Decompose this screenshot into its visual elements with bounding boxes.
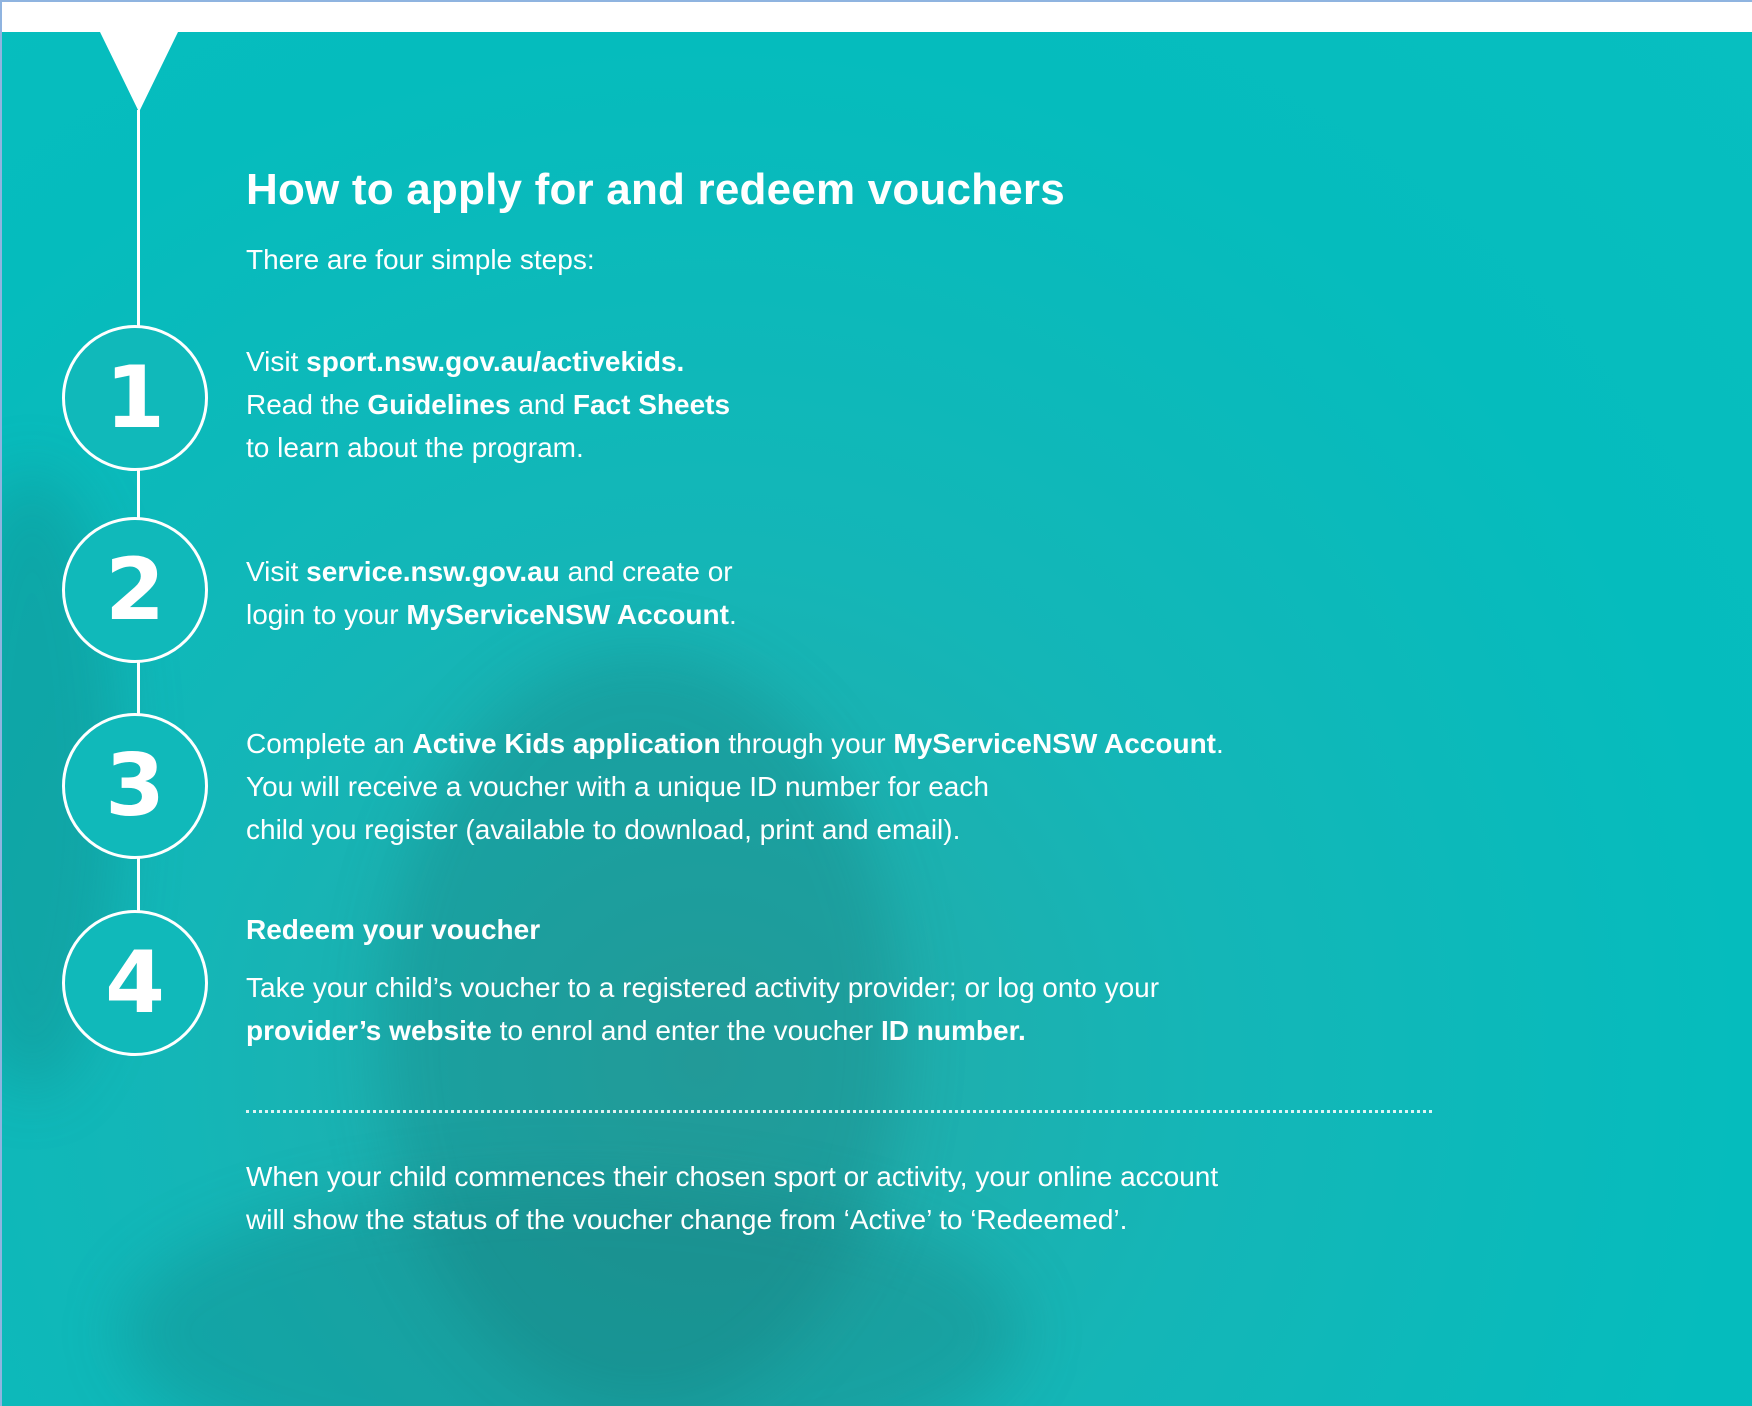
step-3-line-2: You will receive a voucher with a unique ID number for each	[246, 771, 989, 802]
step-1-number: 1	[105, 348, 165, 448]
page-subtitle: There are four simple steps:	[246, 244, 595, 275]
myservicensw-account-text: MyServiceNSW Account	[893, 728, 1217, 759]
step-1-number-circle	[62, 325, 208, 471]
step-4-line-1: Take your child’s voucher to a registered activity provider; or log onto your	[246, 972, 1160, 1003]
footer-note-line-1: When your child commences their chosen sport or activity, your online account	[246, 1161, 1219, 1192]
sport-nsw-link-text: sport.nsw.gov.au/activekids.	[306, 346, 685, 377]
step-4-text	[246, 966, 1159, 1052]
active-kids-application-text: Active Kids application	[412, 728, 721, 759]
top-notch-arrow-icon	[100, 32, 178, 112]
step-2-text	[246, 550, 737, 636]
page-title: How to apply for and redeem vouchers	[246, 165, 1065, 214]
step-3-number: 3	[105, 736, 165, 836]
step-3-line-1: Complete an Active Kids application through your MyServiceNSW Account.	[246, 728, 1224, 759]
step-4-number-circle	[62, 910, 208, 1056]
step-4-heading: Redeem your voucher	[246, 914, 541, 945]
step-3-line-3: child you register (available to download, print and email).	[246, 814, 961, 845]
fact-sheets-text: Fact Sheets	[572, 389, 731, 420]
step-1-line-1: Visit sport.nsw.gov.au/activekids.	[246, 346, 685, 377]
service-nsw-link-text: service.nsw.gov.au	[306, 556, 560, 587]
providers-website-text: provider’s website	[246, 1015, 492, 1046]
footer-note-line-2: will show the status of the voucher change from ‘Active’ to ‘Redeemed’.	[246, 1204, 1128, 1235]
step-4-line-2: provider’s website to enrol and enter the voucher ID number.	[246, 1015, 1026, 1046]
step-2-number: 2	[105, 540, 165, 640]
step-4-number: 4	[105, 933, 165, 1033]
step-3-text	[246, 722, 1224, 851]
id-number-text: ID number.	[881, 1015, 1026, 1046]
guidelines-text: Guidelines	[367, 389, 511, 420]
step-1-line-3: to learn about the program.	[246, 432, 584, 463]
footer-note	[246, 1155, 1218, 1241]
step-2-line-1: Visit service.nsw.gov.au and create or	[246, 556, 733, 587]
step-2-number-circle	[62, 517, 208, 663]
step-1-line-2: Read the Guidelines and Fact Sheets	[246, 389, 731, 420]
step-1-text	[246, 340, 730, 469]
dotted-divider	[246, 1110, 1432, 1113]
myservicensw-account-text: MyServiceNSW Account	[406, 599, 729, 630]
step-3-number-circle	[62, 713, 208, 859]
step-2-line-2: login to your MyServiceNSW Account.	[246, 599, 737, 630]
